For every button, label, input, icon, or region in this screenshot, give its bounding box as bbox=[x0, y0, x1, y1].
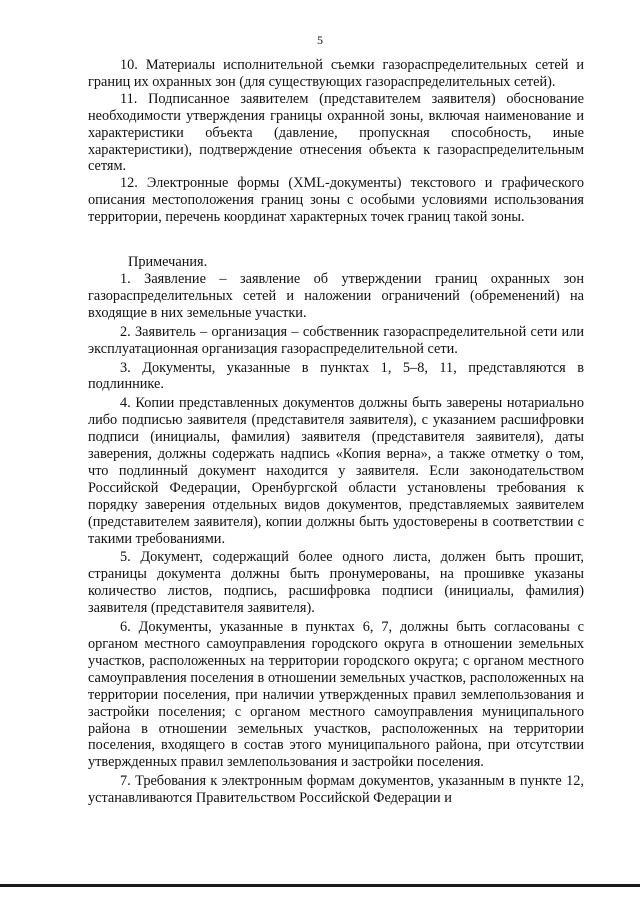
note-item-3: 3. Документы, указанные в пунктах 1, 5–8, 11, представляются в подлиннике. bbox=[88, 359, 584, 393]
note-item-6: 6. Документы, указанные в пунктах 6, 7, должны быть согласованы с органом местного самоуправления городского округа в отношении земельных участков, расположенных на территории городского округа; с органом местного самоуправления поселения в отношении земельных участков, расположенных на территории поселения, при наличии утвержденных правил землепользования и застройки поселения; с органом местного самоуправления муниципального района в отношении земельных участков, расположенных на территории поселения, входящего в состав этого муниципального района, при отсутствии утвержденных правил землепользования и застройки поселения. bbox=[88, 619, 584, 771]
note-item-4: 4. Копии представленных документов должны быть заверены нотариально либо подписью заявителя (представителя заявителя), с указанием расшифровки подписи (инициалы, фамилия) заявителя (представителя заявителя), даты заверения, должны содержать надпись «Копия верна», а также отметку о том, что подлинный документ находится у заявителя. Если законодательством Российской Федерации, Оренбургской области установлены требования к порядку заверения отдельных видов документов, представляемых заявителем (представителем заявителя), копии должны быть удостоверены в соответствии с такими требованиями. bbox=[88, 395, 584, 547]
note-item-7: 7. Требования к электронным формам документов, указанным в пункте 12, устанавливаются Правительством Российской Федерации и bbox=[88, 773, 584, 807]
note-item-5: 5. Документ, содержащий более одного листа, должен быть прошит, страницы документа должны быть пронумерованы, на прошивке указаны количество листов, подпись, расшифровка подписи (инициалы, фамилия) заявителя (представителя заявителя). bbox=[88, 549, 584, 617]
list-item-12: 12. Электронные формы (XML-документы) текстового и графического описания местоположения границ зоны с особыми условиями использования территории, перечень координат характерных точек границ такой зоны. bbox=[88, 175, 584, 226]
document-body bbox=[88, 57, 584, 807]
page-number: 5 bbox=[317, 33, 323, 47]
page-bottom-rule bbox=[0, 884, 640, 887]
list-item-10: 10. Материалы исполнительной съемки газораспределительных сетей и границ их охранных зон (для существующих газораспределительных сетей). bbox=[88, 57, 584, 90]
note-item-2: 2. Заявитель – организация – собственник газораспределительной сети или эксплуатационная организация газораспределительной сети. bbox=[88, 323, 584, 357]
note-item-1: 1. Заявление – заявление об утверждении границ охранных зон газораспределительных сетей и наложении ограничений (обременений) на входящие в них земельные участки. bbox=[88, 270, 584, 321]
list-item-11: 11. Подписанное заявителем (представителем заявителя) обоснование необходимости утверждения границы охранной зоны, включая наименование и характеристики объекта (давление, пропускная способность, иные характеристики), подтверждение отнесения объекта к газораспределительным сетям. bbox=[88, 90, 584, 175]
notes-title: Примечания. bbox=[128, 254, 208, 271]
